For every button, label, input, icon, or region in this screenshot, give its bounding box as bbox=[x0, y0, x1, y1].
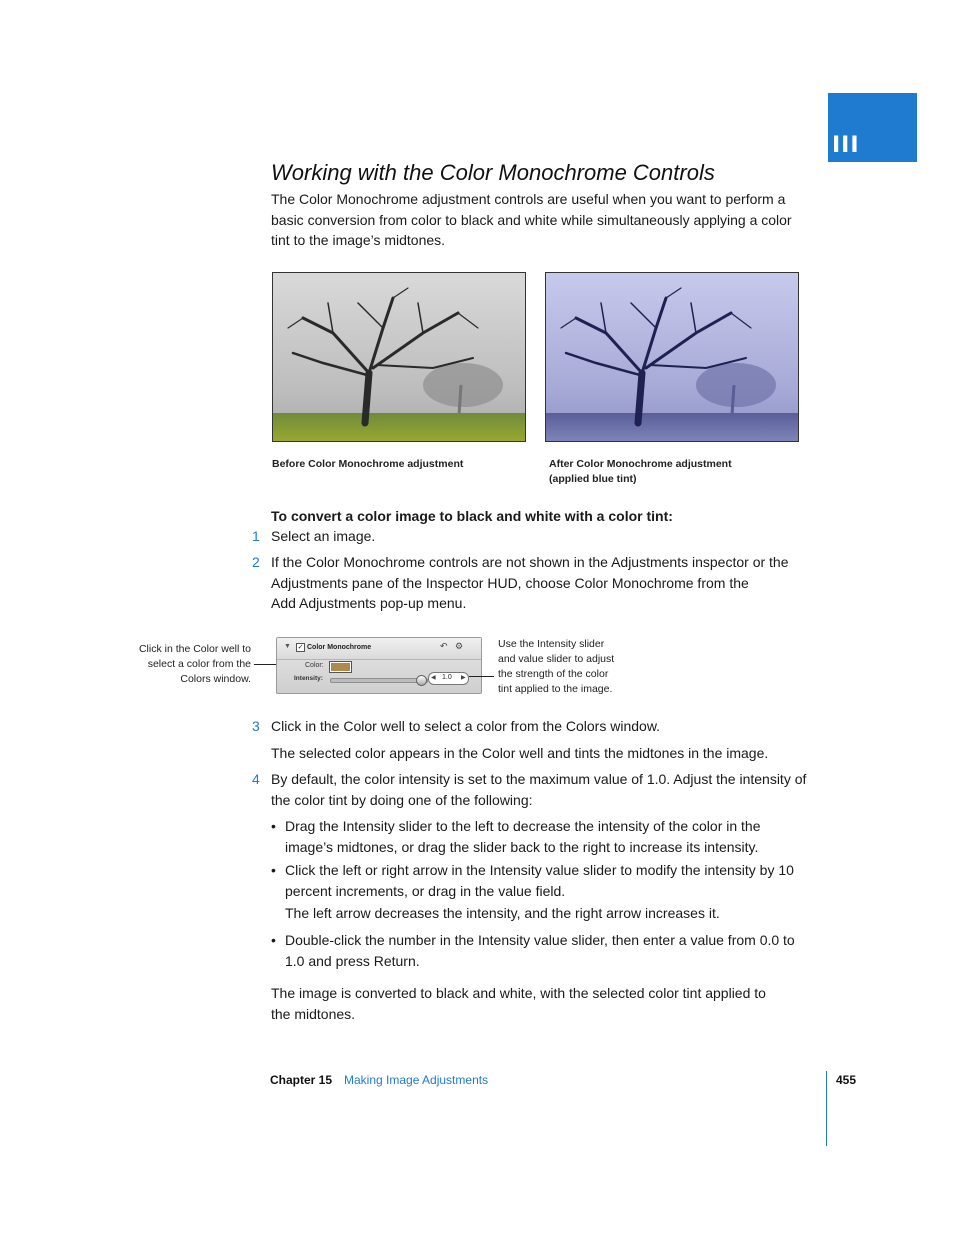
intensity-slider-track[interactable] bbox=[330, 678, 428, 683]
callout-line: Click in the Color well to bbox=[138, 643, 251, 655]
after-caption-line: After Color Monochrome adjustment bbox=[549, 458, 732, 470]
intro-paragraph bbox=[271, 189, 792, 251]
bullet-line: image’s midtones, or drag the slider back to the right to increase its intensity. bbox=[285, 838, 759, 855]
step-3-note: The selected color appears in the Color well and tints the midtones in the image. bbox=[271, 745, 769, 761]
bullet-line: Double-click the number in the Intensity value slider, then enter a value from 0.0 to bbox=[285, 932, 795, 948]
bullet-icon: • bbox=[271, 932, 276, 948]
color-well-swatch bbox=[331, 663, 350, 671]
bullet-line: 1.0 and press Return. bbox=[285, 952, 420, 969]
after-caption-line: (applied blue tint) bbox=[549, 473, 637, 485]
color-label: Color: bbox=[305, 662, 324, 669]
chapter-tab-label: III bbox=[832, 133, 860, 158]
callout-line: Use the Intensity slider bbox=[498, 638, 605, 650]
callout-line: tint applied to the image. bbox=[498, 683, 613, 695]
procedure-heading: To convert a color image to black and white with a color tint: bbox=[271, 508, 673, 524]
color-monochrome-panel bbox=[276, 637, 482, 694]
bullet-item bbox=[285, 860, 794, 901]
footer-chapter: Chapter 15 bbox=[270, 1073, 333, 1087]
enable-checkbox[interactable]: ✓ bbox=[297, 644, 304, 651]
before-tree-image bbox=[273, 273, 525, 441]
step-4-line: By default, the color intensity is set to the maximum value of 1.0. Adjust the intensity of bbox=[271, 771, 807, 787]
callout-line: and value slider to adjust bbox=[498, 653, 615, 665]
panel-title: Color Monochrome bbox=[307, 644, 372, 651]
gear-icon[interactable]: ⚙ bbox=[455, 641, 464, 651]
intro-line: basic conversion from color to black and white while simultaneously applying a color bbox=[271, 211, 792, 228]
intensity-value-field[interactable]: 1.0 bbox=[442, 674, 452, 681]
callout-leader-right bbox=[469, 676, 494, 677]
step-4-text bbox=[271, 769, 806, 810]
before-photo bbox=[272, 272, 526, 442]
after-tree-image bbox=[546, 273, 798, 441]
increase-arrow-icon[interactable]: ▶ bbox=[461, 675, 466, 681]
step-2-line: Adjustments pane of the Inspector HUD, choose Color Monochrome from the bbox=[271, 574, 749, 591]
bullet-line: percent increments, or drag in the value field. bbox=[285, 882, 566, 899]
bullet-item bbox=[285, 816, 761, 857]
step-number: 3 bbox=[252, 718, 260, 734]
intro-line: The Color Monochrome adjustment controls are useful when you want to perform a bbox=[271, 191, 786, 207]
bullet-item bbox=[285, 930, 795, 971]
callout-line: select a color from the bbox=[147, 658, 251, 670]
step-3-text: Click in the Color well to select a color from the Colors window. bbox=[271, 718, 661, 734]
step-2-line: Add Adjustments pop-up menu. bbox=[271, 595, 467, 611]
after-caption bbox=[549, 457, 732, 487]
color-well[interactable] bbox=[329, 661, 352, 673]
section-title: Working with the Color Monochrome Controls bbox=[271, 160, 715, 185]
intensity-slider-knob[interactable] bbox=[416, 675, 427, 686]
footer-divider bbox=[826, 1071, 827, 1146]
reset-icon[interactable]: ↶ bbox=[440, 641, 448, 651]
bullet-note: The left arrow decreases the intensity, and the right arrow increases it. bbox=[285, 905, 720, 921]
page-number: 455 bbox=[836, 1073, 857, 1087]
result-line: the midtones. bbox=[271, 1005, 356, 1022]
intensity-label: Intensity: bbox=[294, 675, 323, 682]
bullet-icon: • bbox=[271, 862, 276, 878]
step-number: 1 bbox=[252, 528, 260, 544]
step-2-line: If the Color Monochrome controls are not shown in the Adjustments inspector or the bbox=[271, 554, 789, 570]
bullet-icon: • bbox=[271, 818, 276, 834]
result-line: The image is converted to black and white, with the selected color tint applied to bbox=[271, 985, 766, 1001]
step-number: 4 bbox=[252, 771, 260, 787]
result-paragraph bbox=[271, 983, 766, 1024]
intro-line: tint to the image’s midtones. bbox=[271, 232, 446, 248]
color-well-callout bbox=[100, 642, 251, 687]
callout-line: the strength of the color bbox=[498, 668, 609, 680]
step-4-line: the color tint by doing one of the following: bbox=[271, 791, 533, 808]
step-1-text: Select an image. bbox=[271, 528, 376, 544]
chapter-tab bbox=[828, 93, 917, 162]
step-number: 2 bbox=[252, 554, 260, 570]
callout-line: Colors window. bbox=[180, 673, 251, 685]
intensity-value-slider[interactable] bbox=[428, 672, 469, 685]
bullet-line: Click the left or right arrow in the Intensity value slider to modify the intensity by 10 bbox=[285, 862, 794, 878]
decrease-arrow-icon[interactable]: ◀ bbox=[431, 675, 436, 681]
step-2-text bbox=[271, 552, 789, 614]
after-photo bbox=[545, 272, 799, 442]
before-caption: Before Color Monochrome adjustment bbox=[272, 458, 464, 470]
disclosure-triangle-icon[interactable]: ▼ bbox=[284, 643, 291, 650]
intensity-callout bbox=[498, 637, 614, 697]
footer-chapter-title[interactable]: Making Image Adjustments bbox=[344, 1073, 489, 1087]
bullet-line: Drag the Intensity slider to the left to decrease the intensity of the color in the bbox=[285, 818, 761, 834]
